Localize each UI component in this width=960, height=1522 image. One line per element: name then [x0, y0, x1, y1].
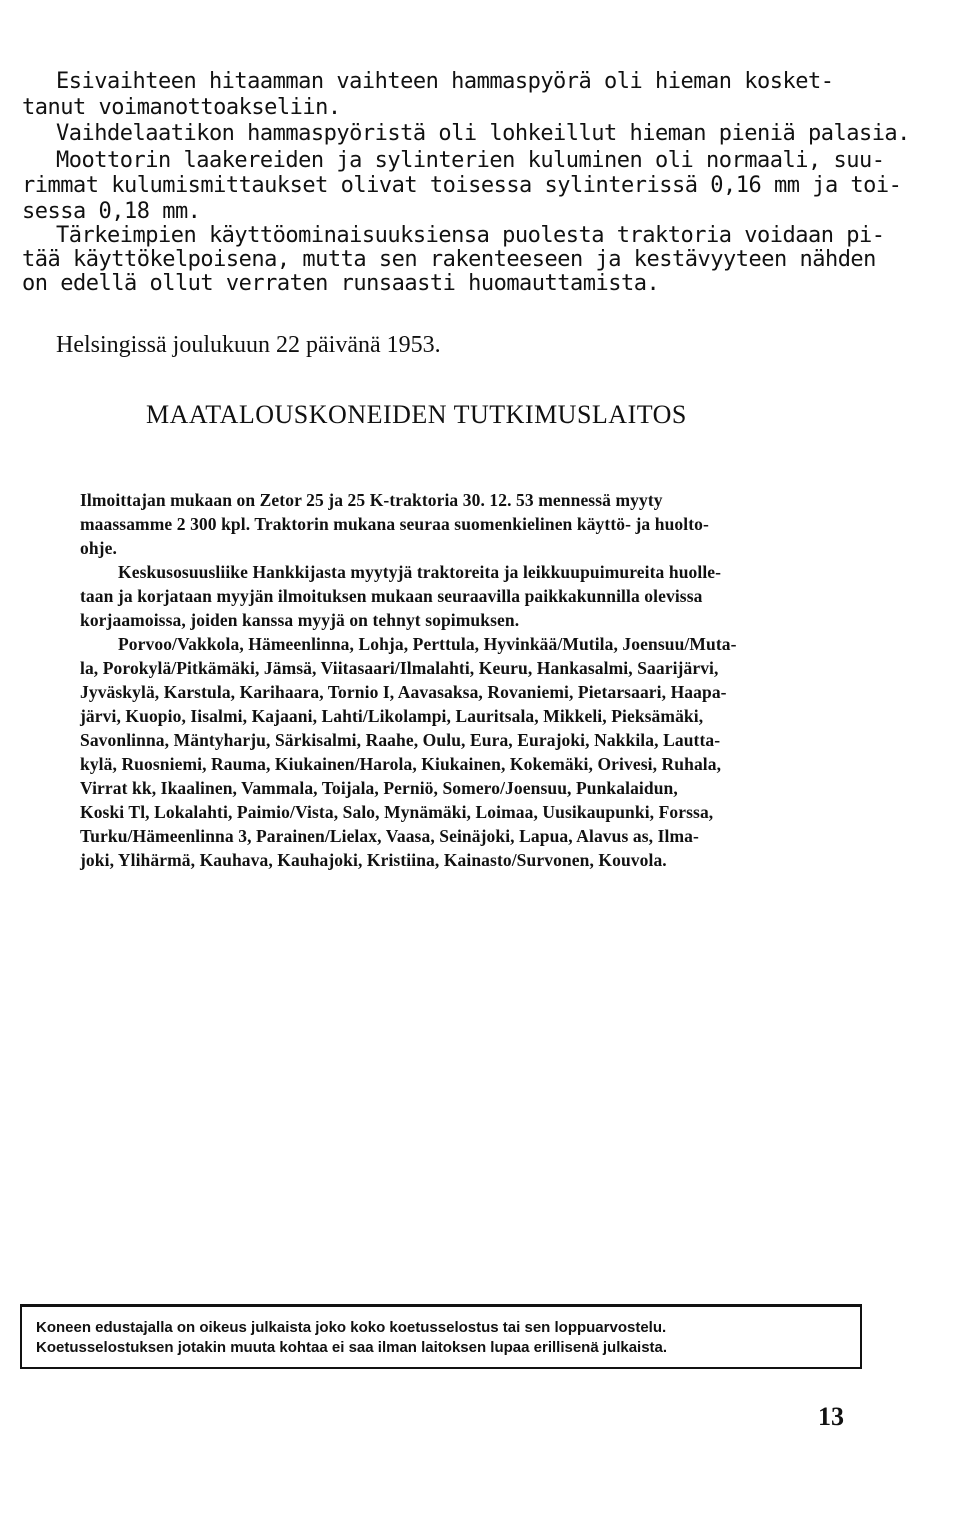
report-line-5: rimmat kulumismittaukset olivat toisessa sylinterissä 0,16 mm ja toi- — [22, 173, 902, 198]
date-line: Helsingissä joulukuun 22 päivänä 1953. — [56, 332, 441, 358]
note-line-3: ohje. — [80, 538, 117, 558]
report-line-2: tanut voimanottoakseliin. — [22, 95, 341, 120]
note-line-10: järvi, Kuopio, Iisalmi, Kajaani, Lahti/Likolampi, Lauritsala, Mikkeli, Pieksämäki, — [80, 706, 704, 726]
note-line-14: Koski Tl, Lokalahti, Paimio/Vista, Salo, Mynämäki, Loimaa, Uusikaupunki, Forssa, — [80, 802, 714, 822]
note-line-15: Turku/Hämeenlinna 3, Parainen/Lielax, Vaasa, Seinäjoki, Lapua, Alavus as, Ilma- — [80, 826, 699, 846]
report-line-3: Vaihdelaatikon hammaspyöristä oli lohkeillut hieman pieniä palasia. — [56, 121, 910, 146]
report-line-9: on edellä ollut verraten runsaasti huomauttamista. — [22, 271, 660, 296]
notice-line-1: Koneen edustajalla on oikeus julkaista joko koko koetusselostus tai sen loppuarvostelu. — [36, 1319, 667, 1336]
note-line-12: kylä, Ruosniemi, Rauma, Kiukainen/Harola, Kiukainen, Kokemäki, Orivesi, Ruhala, — [80, 754, 722, 774]
note-line-6: korjaamoissa, joiden kanssa myyjä on tehnyt sopimuksen. — [80, 610, 520, 630]
note-line-2: maassamme 2 300 kpl. Traktorin mukana seuraa suomenkielinen käyttö- ja huolto- — [80, 514, 709, 534]
report-line-4: Moottorin laakereiden ja sylinterien kuluminen oli normaali, suu- — [56, 148, 885, 173]
page-number: 13 — [818, 1402, 844, 1431]
note-line-4: Keskusosuusliike Hankkijasta myytyjä traktoreita ja leikkuupuimureita huolle- — [118, 562, 722, 582]
note-line-13: Virrat kk, Ikaalinen, Vammala, Toijala, Perniö, Somero/Joensuu, Punkalaidun, — [80, 778, 678, 798]
note-line-1: Ilmoittajan mukaan on Zetor 25 ja 25 K-traktoria 30. 12. 53 mennessä myyty — [80, 490, 663, 510]
note-line-7: Porvoo/Vakkola, Hämeenlinna, Lohja, Perttula, Hyvinkää/Mutila, Joensuu/Muta- — [118, 634, 737, 654]
note-line-11: Savonlinna, Mäntyharju, Särkisalmi, Raahe, Oulu, Eura, Eurajoki, Nakkila, Lautta- — [80, 730, 721, 750]
note-line-5: taan ja korjataan myyjän ilmoituksen mukaan seuraavilla paikkakunnilla olevissa — [80, 586, 703, 606]
report-line-7: Tärkeimpien käyttöominaisuuksiensa puolesta traktoria voidaan pi- — [56, 223, 885, 248]
note-line-9: Jyväskylä, Karstula, Karihaara, Tornio I, Aavasaksa, Rovaniemi, Pietarsaari, Haapa- — [80, 682, 727, 702]
publication-notice-box — [20, 1304, 862, 1369]
notice-line-2: Koetusselostuksen jotakin muuta kohtaa ei saa ilman laitoksen lupaa erillisenä julkaista. — [36, 1339, 668, 1356]
report-line-8: tää käyttökelpoisena, mutta sen rakenteeseen ja kestävyyteen nähden — [22, 247, 876, 272]
note-line-8: la, Porokylä/Pitkämäki, Jämsä, Viitasaari/Ilmalahti, Keuru, Hankasalmi, Saarijärvi, — [80, 658, 719, 678]
report-line-1: Esivaihteen hitaamman vaihteen hammaspyörä oli hieman kosket- — [56, 69, 834, 94]
report-line-6: sessa 0,18 mm. — [22, 199, 201, 224]
note-line-16: joki, Ylihärmä, Kauhava, Kauhajoki, Kristiina, Kainasto/Survonen, Kouvola. — [80, 850, 667, 870]
institution-name: MAATALOUSKONEIDEN TUTKIMUSLAITOS — [146, 400, 687, 429]
